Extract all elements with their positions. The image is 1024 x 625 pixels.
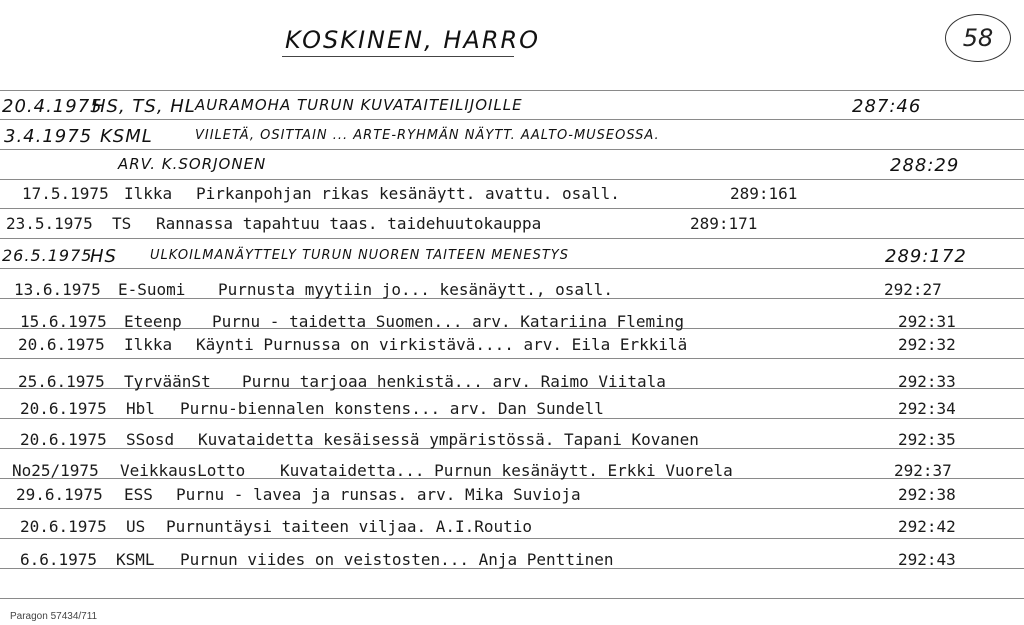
entry-text: VIILETÄ, OSITTAIN ... ARTE-RYHMÄN NÄYTT. AALTO-MUSEOSSA. [195, 128, 660, 143]
entry-ref: 292:37 [894, 461, 952, 480]
entry-source: E-Suomi [118, 280, 186, 299]
entry-ref: 289:172 [885, 246, 967, 267]
entry-source: US [126, 517, 146, 536]
entry-text: ULKOILMANÄYTTELY TURUN NUOREN TAITEEN MENESTYS [150, 248, 569, 263]
title-underline [282, 56, 514, 57]
entry-text: Purnu - taidetta Suomen... arv. Katariina Fleming [212, 312, 685, 331]
entry-date: 20.4.1975 [2, 96, 103, 117]
entry-date: 20.6.1975 [20, 517, 107, 536]
entry-ref: 292:32 [898, 335, 956, 354]
entry-date: No25/1975 [12, 461, 99, 480]
entry-date: 6.6.1975 [20, 550, 98, 569]
entry-ref: 292:34 [898, 399, 956, 418]
rule-line [0, 208, 1024, 209]
entry-date: 29.6.1975 [16, 485, 103, 504]
entry-source: HS, TS, HL [92, 96, 196, 117]
entry-ref: 289:171 [690, 214, 758, 233]
entry-source: SSosd [126, 430, 175, 449]
rule-line [0, 508, 1024, 509]
entry-source: KSML [116, 550, 155, 569]
entry-source: Eteenp [124, 312, 182, 331]
entry-source: VeikkausLotto [120, 461, 246, 480]
entry-text: Purnuntäysi taiteen viljaa. A.I.Routio [166, 517, 533, 536]
entry-ref: 292:31 [898, 312, 956, 331]
entry-text: Rannassa tapahtuu taas. taidehuutokauppa [156, 214, 542, 233]
entry-date: 3.4.1975 [4, 126, 93, 147]
entry-text: Kuvataidetta kesäisessä ympäristössä. Tapani Kovanen [198, 430, 699, 449]
entry-source: Ilkka [124, 184, 173, 203]
rule-line [0, 179, 1024, 180]
entry-text: Purnun viides on veistosten... Anja Penttinen [180, 550, 614, 569]
rule-line [0, 358, 1024, 359]
entry-text: AURAMOHA TURUN KUVATAITEILIJOILLE [195, 96, 523, 114]
rule-line [0, 538, 1024, 539]
entry-ref: 288:29 [890, 155, 960, 176]
entry-date: 15.6.1975 [20, 312, 107, 331]
entry-source: TS [112, 214, 132, 233]
rule-line [0, 90, 1024, 91]
entry-date: 23.5.1975 [6, 214, 93, 233]
entry-ref: 292:27 [884, 280, 942, 299]
entry-ref: 287:46 [852, 96, 922, 117]
entry-date: 20.6.1975 [20, 430, 107, 449]
entry-date: 26.5.1975 [2, 246, 93, 265]
entry-date: 13.6.1975 [14, 280, 101, 299]
entry-ref: 292:33 [898, 372, 956, 391]
entry-ref: 292:38 [898, 485, 956, 504]
entry-date: 20.6.1975 [18, 335, 105, 354]
entry-ref: 292:42 [898, 517, 956, 536]
rule-line [0, 149, 1024, 150]
entry-date: 25.6.1975 [18, 372, 105, 391]
entry-text: Purnusta myytiin jo... kesänäytt., osall. [218, 280, 613, 299]
card-title: KOSKINEN, HARRO [285, 26, 541, 54]
rule-line [0, 418, 1024, 419]
entry-text: ARV. K.SORJONEN [118, 155, 267, 173]
entry-ref: 292:43 [898, 550, 956, 569]
entry-text: Purnu-biennalen konstens... arv. Dan Sundell [180, 399, 604, 418]
entry-source: KSML [100, 126, 153, 147]
entry-source: ESS [124, 485, 153, 504]
rule-line [0, 268, 1024, 269]
entry-text: Käynti Purnussa on virkistävä.... arv. Eila Erkkilä [196, 335, 688, 354]
entry-ref: 292:35 [898, 430, 956, 449]
entry-source: Ilkka [124, 335, 173, 354]
entry-source: HS [90, 246, 117, 267]
entry-ref: 289:161 [730, 184, 798, 203]
rule-line [0, 238, 1024, 239]
entry-text: Purnu tarjoaa henkistä... arv. Raimo Viitala [242, 372, 666, 391]
entry-text: Pirkanpohjan rikas kesänäytt. avattu. osall. [196, 184, 620, 203]
entry-text: Purnu - lavea ja runsas. arv. Mika Suvioja [176, 485, 581, 504]
entry-date: 20.6.1975 [20, 399, 107, 418]
entry-date: 17.5.1975 [22, 184, 109, 203]
card-number: 58 [945, 14, 1011, 62]
entry-text: Kuvataidetta... Purnun kesänäytt. Erkki Vuorela [280, 461, 733, 480]
card-footer: Paragon 57434/711 [10, 611, 98, 622]
rule-line [0, 119, 1024, 120]
rule-line [0, 598, 1024, 599]
entry-source: Hbl [126, 399, 155, 418]
entry-source: TyrväänSt [124, 372, 211, 391]
